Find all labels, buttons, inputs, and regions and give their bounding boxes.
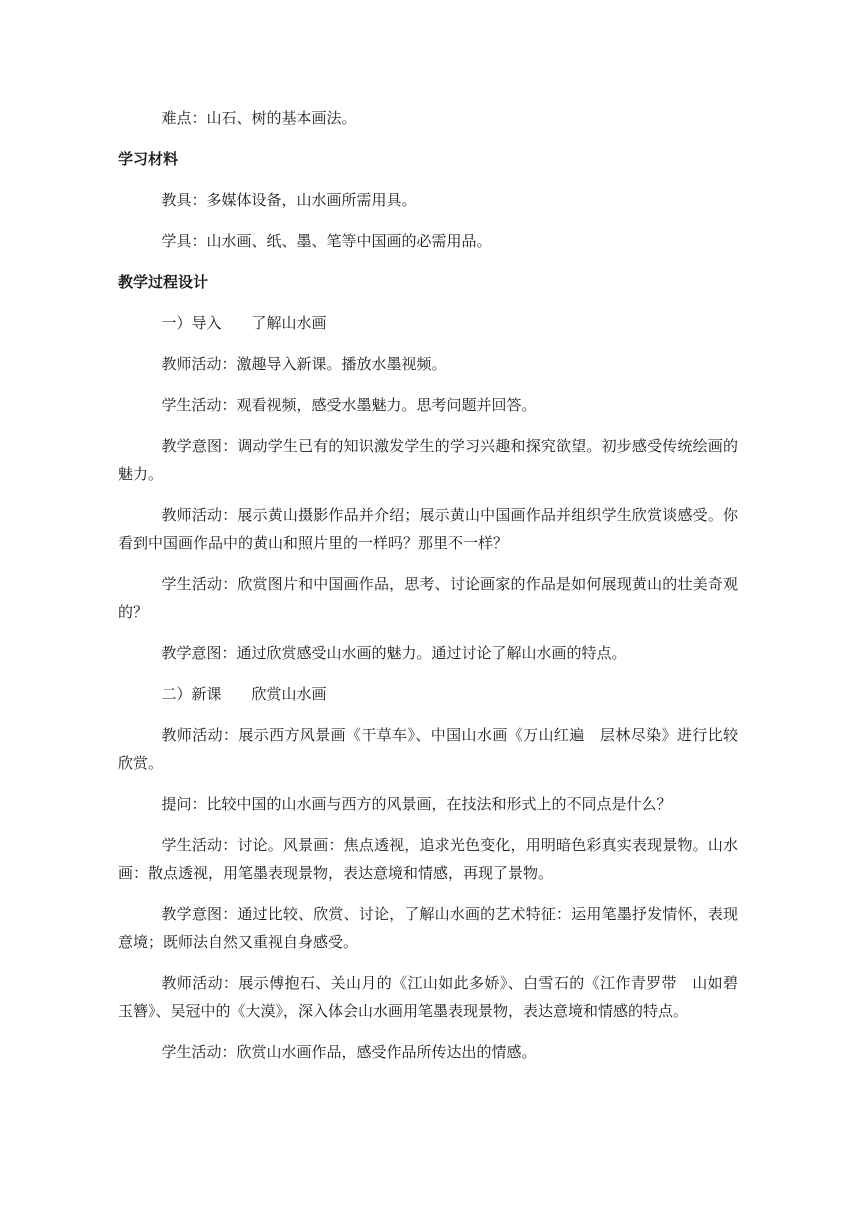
paragraph-teaching-tools: 教具：多媒体设备，山水画所需用具。 (161, 191, 417, 209)
subsection-intro: 一）导入 了解山水画 (161, 314, 327, 332)
paragraph-intent-1: 教学意图：调动学生已有的知识激发学生的学习兴趣和探究欲望。初步感受传统绘画的魅力。 (118, 437, 738, 483)
paragraph-teacher-activity-1: 教师活动：激趣导入新课。播放水墨视频。 (161, 355, 447, 373)
paragraph-student-activity-3: 学生活动：讨论。风景画：焦点透视，追求光色变化，用明暗色彩真实表现景物。山水画：散点透视，用笔墨表现景物，表达意境和情感，再现了景物。 (118, 836, 738, 882)
paragraph-intent-3: 教学意图：通过比较、欣赏、讨论，了解山水画的艺术特征：运用笔墨抒发情怀，表现意境；既师法自然又重视自身感受。 (118, 905, 738, 951)
paragraph-intent-2: 教学意图：通过欣赏感受山水画的魅力。通过讨论了解山水画的特点。 (161, 644, 627, 662)
document-body (118, 104, 738, 1079)
paragraph-student-activity-1: 学生活动：观看视频，感受水墨魅力。思考问题并回答。 (161, 396, 537, 414)
paragraph-question: 提问：比较中国的山水画与西方的风景画，在技法和形式上的不同点是什么？ (161, 795, 672, 813)
paragraph-teacher-activity-2: 教师活动：展示黄山摄影作品并介绍；展示黄山中国画作品并组织学生欣赏谈感受。你看到中国画作品中的黄山和照片里的一样吗？那里不一样？ (118, 506, 738, 552)
paragraph-learning-tools: 学具：山水画、纸、墨、笔等中国画的必需用品。 (161, 232, 492, 250)
paragraph-teacher-activity-3: 教师活动：展示西方风景画《干草车》、中国山水画《万山红遍 层林尽染》进行比较欣赏。 (118, 726, 738, 772)
section-heading-process: 教学过程设计 (118, 273, 209, 291)
paragraph-teacher-activity-4: 教师活动：展示傅抱石、关山月的《江山如此多娇》、白雪石的《江作青罗带 山如碧玉簪》、吴冠中的《大漠》，深入体会山水画用笔墨表现景物，表达意境和情感的特点。 (118, 974, 738, 1020)
paragraph-student-activity-4: 学生活动：欣赏山水画作品，感受作品所传达出的情感。 (161, 1043, 537, 1061)
paragraph-difficulty: 难点：山石、树的基本画法。 (161, 109, 357, 127)
subsection-new-lesson: 二）新课 欣赏山水画 (161, 685, 327, 703)
paragraph-student-activity-2: 学生活动：欣赏图片和中国画作品，思考、讨论画家的作品是如何展现黄山的壮美奇观的？ (118, 575, 738, 621)
section-heading-materials: 学习材料 (118, 150, 179, 168)
